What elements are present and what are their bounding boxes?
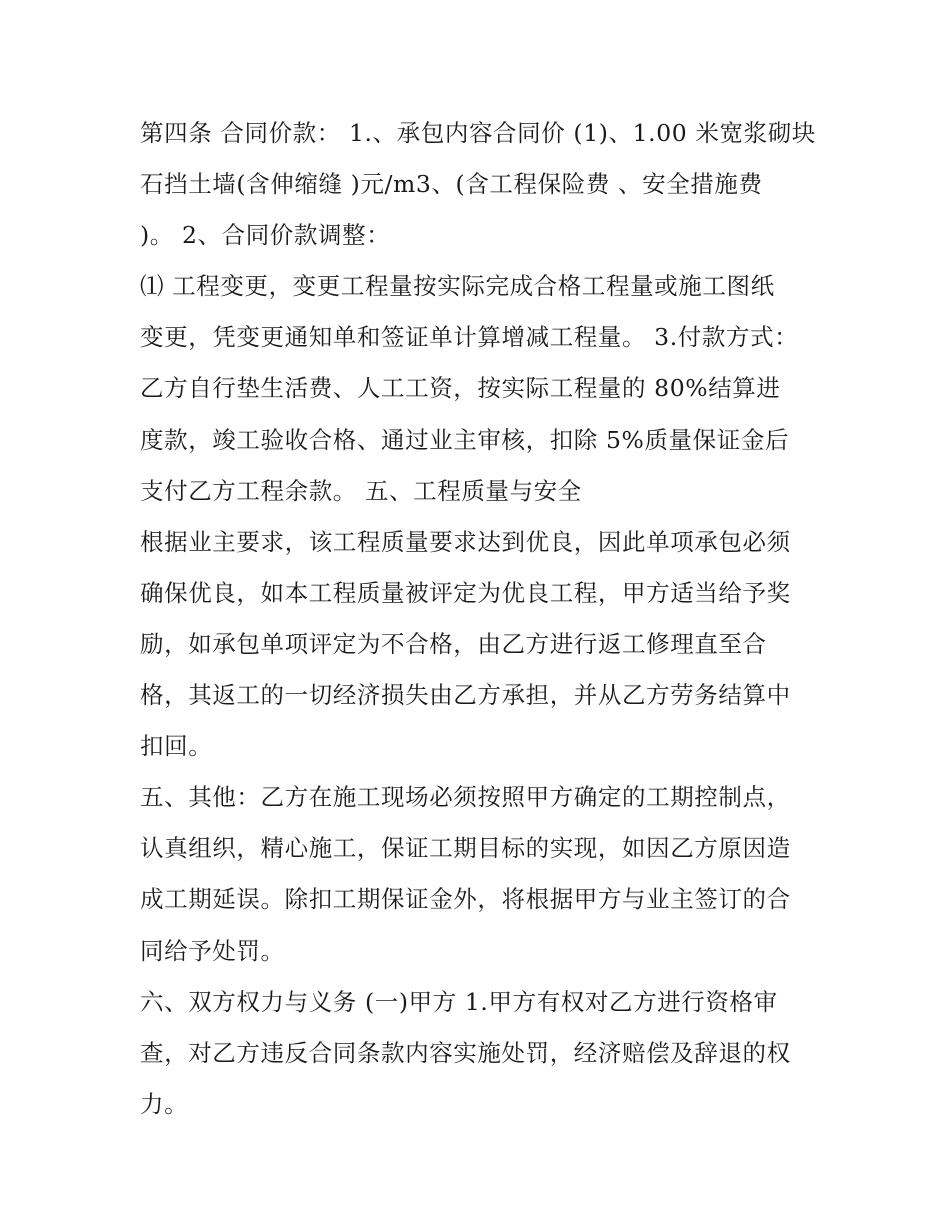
text-line: 格，其返工的一切经济损失由乙方承担，并从乙方劳务结算中 xyxy=(140,681,791,710)
text-line: 石挡土墙(含伸缩缝 )元/m3、(含工程保险费 、安全措施费 xyxy=(140,170,763,199)
text-line: 五、其他：乙方在施工现场必须按照甲方确定的工期控制点， xyxy=(140,783,791,812)
text-line: 六、双方权力与义务 (一)甲方 1.甲方有权对乙方进行资格审 xyxy=(140,987,778,1016)
text-line: 度款，竣工验收合格、通过业主审核，扣除 5%质量保证金后 xyxy=(140,425,790,454)
text-line: 变更，凭变更通知单和签证单计算增减工程量。 3.付款方式： xyxy=(140,323,799,352)
text-line: 第四条 合同价款： 1.、承包内容合同价 (1)、1.00 米宽浆砌块 xyxy=(140,119,816,147)
text-line: 同给予处罚。 xyxy=(140,936,285,965)
text-line: 认真组织，精心施工，保证工期目标的实现，如因乙方原因造 xyxy=(140,834,791,863)
text-line: 支付乙方工程余款。 五、工程质量与安全 xyxy=(140,476,582,505)
text-line: 励，如承包单项评定为不合格，由乙方进行返工修理直至合 xyxy=(140,629,767,658)
text-line: 确保优良，如本工程质量被评定为优良工程，甲方适当给予奖 xyxy=(140,578,791,607)
text-line: 成工期延误。除扣工期保证金外，将根据甲方与业主签订的合 xyxy=(140,885,791,914)
text-line: 根据业主要求，该工程质量要求达到优良，因此单项承包必须 xyxy=(140,527,791,556)
text-line: 乙方自行垫生活费、人工工资，按实际工程量的 80%结算进 xyxy=(140,374,781,403)
text-line: 力。 xyxy=(140,1089,189,1118)
contract-text xyxy=(140,108,830,1130)
text-line: )。 2、合同价款调整： xyxy=(140,221,391,250)
text-line: 查，对乙方违反合同条款内容实施处罚，经济赔偿及辞退的权 xyxy=(140,1038,791,1067)
text-line: 扣回。 xyxy=(140,732,213,761)
text-line: ⑴ 工程变更，变更工程量按实际完成合格工程量或施工图纸 xyxy=(140,272,775,301)
